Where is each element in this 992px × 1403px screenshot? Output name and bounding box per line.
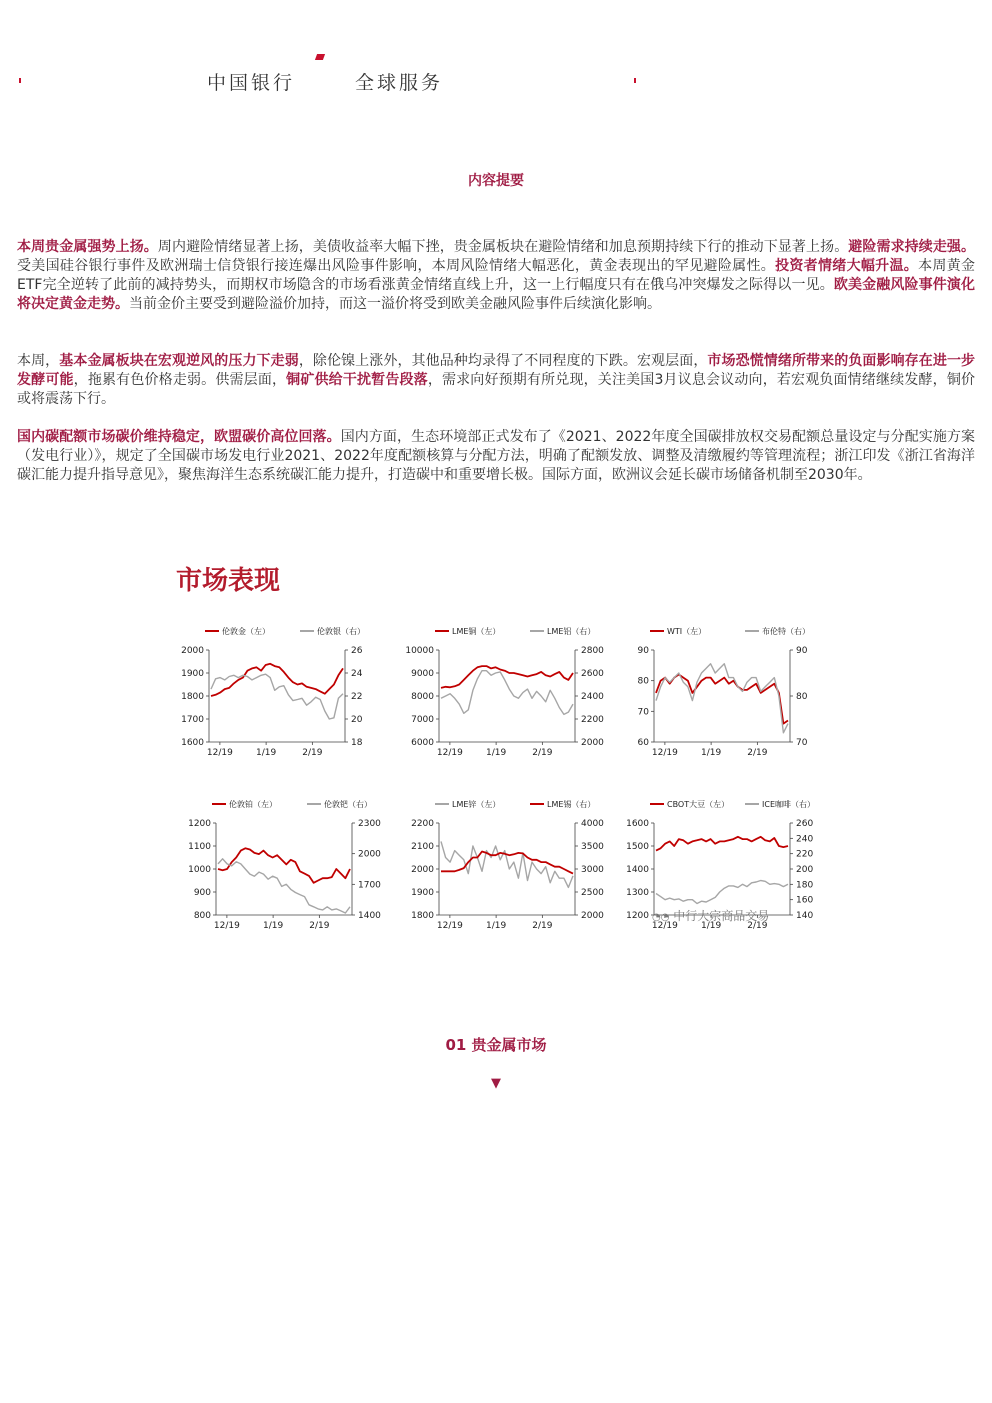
x-tick-label: 1/19 — [701, 921, 722, 931]
body-text: 受美国硅谷银行事件及欧洲瑞士信贷银行接连爆出风险事件影响，本周风险情绪大幅恶化，黄金表现出的罕见避险属性。 — [17, 258, 776, 274]
x-tick-label: 1/19 — [486, 748, 507, 758]
x-tick-label: 2/19 — [302, 748, 323, 758]
chart-svg — [173, 620, 378, 765]
y-left-tick-label: 900 — [193, 888, 211, 898]
y-left-tick-label: 2000 — [411, 865, 434, 875]
highlight-text: 投资者情绪大幅升温。 — [775, 258, 919, 274]
x-tick-label: 12/19 — [213, 921, 240, 931]
y-right-tick-label: 2000 — [358, 849, 381, 860]
y-left-tick-label: 80 — [637, 676, 649, 687]
y-right-tick-label: 2000 — [581, 738, 604, 748]
y-left-tick-label: 1900 — [411, 888, 434, 898]
y-left-tick-label: 10000 — [405, 646, 434, 656]
y-right-tick-label: 90 — [796, 646, 808, 656]
summary-paragraph — [17, 352, 975, 409]
y-left-tick-label: 1200 — [188, 819, 211, 829]
series-line — [656, 675, 788, 724]
x-tick-label: 12/19 — [436, 921, 463, 931]
series-line — [218, 859, 350, 913]
accent-mark — [634, 78, 636, 83]
y-left-tick-label: 9000 — [411, 669, 434, 679]
x-tick-label: 1/19 — [701, 748, 722, 758]
y-left-tick-label: 7000 — [411, 715, 434, 725]
series-line — [656, 881, 788, 904]
x-tick-label: 1/19 — [263, 921, 284, 931]
body-text: 周内避险情绪显著上扬，美债收益率大幅下挫，贵金属板块在避险情绪和加息预期持续下行的推动下显著上扬。 — [157, 239, 849, 255]
y-right-tick-label: 26 — [351, 646, 363, 656]
highlight-text: 欧美金融风险事件演化将决定黄金走势。 — [17, 277, 975, 312]
y-right-tick-label: 2300 — [358, 819, 381, 829]
series-line — [211, 674, 343, 719]
body-text: 本周黄金ETF完全逆转了此前的减持势头，而期权市场隐含的市场看涨黄金情绪直线上升，这一上行幅度只有在俄乌冲突爆发之际得以一见。 — [17, 258, 976, 293]
watermark — [652, 907, 769, 924]
y-left-tick-label: 800 — [193, 911, 211, 921]
y-right-tick-label: 22 — [351, 692, 363, 702]
series-line — [656, 837, 788, 851]
y-left-tick-label: 1100 — [188, 842, 211, 852]
y-right-tick-label: 260 — [796, 819, 814, 829]
y-left-tick-label: 70 — [637, 707, 649, 718]
y-right-tick-label: 20 — [351, 715, 363, 725]
x-tick-label: 12/19 — [436, 748, 463, 758]
highlight-text: 国内碳配额市场碳价维持稳定，欧盟碳价高位回落。 — [17, 429, 341, 445]
legend-label: CBOT大豆（左） — [667, 800, 730, 809]
y-right-tick-label: 180 — [796, 880, 814, 891]
chart-svg — [403, 620, 608, 765]
series-line — [211, 664, 343, 696]
x-tick-label: 2/19 — [747, 748, 768, 758]
y-left-tick-label: 2000 — [181, 646, 204, 656]
chart-axes — [216, 823, 352, 915]
y-left-tick-label: 2200 — [411, 819, 434, 829]
chart-svg — [618, 620, 823, 765]
y-left-tick-label: 1600 — [626, 819, 649, 829]
body-text: ，需求向好预期有所兑现，关注美国3月议息会议动向，若宏观负面情绪继续发酵，铜价或将震荡下行。 — [17, 372, 976, 407]
y-left-tick-label: 1000 — [188, 865, 211, 875]
legend-label: LME锡（右） — [547, 800, 596, 809]
y-right-tick-label: 220 — [796, 849, 814, 860]
y-right-tick-label: 3000 — [581, 865, 604, 875]
y-left-tick-label: 60 — [637, 738, 649, 748]
y-left-tick-label: 1500 — [626, 842, 649, 852]
arrow-down-icon: ▼ — [491, 1076, 501, 1091]
highlight-text: 基本金属板块在宏观逆风的压力下走弱 — [59, 353, 299, 369]
chart-zinc-tin — [403, 793, 608, 938]
header-banner — [0, 50, 992, 110]
legend-label: LME锌（左） — [452, 800, 501, 809]
highlight-text: 本周贵金属强势上扬。 — [17, 239, 158, 255]
series-line — [441, 841, 573, 887]
y-left-tick-label: 1800 — [411, 911, 434, 921]
x-tick-label: 1/19 — [486, 921, 507, 931]
legend-label: LME铜（左） — [452, 627, 501, 636]
x-tick-label: 2/19 — [309, 921, 330, 931]
y-left-tick-label: 90 — [637, 646, 649, 656]
legend-label: LME铝（右） — [547, 627, 596, 636]
highlight-text: 避险需求持续走强。 — [848, 239, 976, 255]
legend-label: 伦敦金（左） — [222, 627, 270, 636]
bank-name: 中国银行 — [207, 72, 296, 94]
y-left-tick-label: 1800 — [181, 692, 204, 702]
y-right-tick-label: 200 — [796, 865, 814, 875]
legend-label: 伦敦铂（左） — [229, 800, 277, 809]
body-text: ，除伦镍上涨外，其他品种均录得了不同程度的下跌。宏观层面， — [298, 353, 708, 369]
y-left-tick-label: 6000 — [411, 738, 434, 748]
x-tick-label: 1/19 — [256, 748, 277, 758]
series-line — [441, 671, 573, 715]
chart-axes — [654, 823, 790, 915]
x-tick-label: 2/19 — [532, 748, 553, 758]
series-line — [218, 848, 350, 883]
x-tick-label: 12/19 — [206, 748, 233, 758]
y-left-tick-label: 1400 — [626, 865, 649, 875]
y-right-tick-label: 4000 — [581, 819, 604, 829]
body-text: 本周， — [17, 353, 60, 369]
y-right-tick-label: 140 — [796, 911, 814, 921]
wechat-icon: ◔◔ — [652, 912, 670, 923]
y-right-tick-label: 2500 — [581, 888, 604, 898]
summary-paragraph — [17, 238, 975, 314]
y-right-tick-label: 160 — [796, 895, 814, 906]
chart-gold-silver — [173, 620, 378, 765]
legend-label: 伦敦银（右） — [317, 627, 365, 636]
chart-axes — [209, 650, 345, 742]
chart-axes — [654, 650, 790, 742]
bank-slogan: 全球服务 — [355, 72, 444, 94]
y-left-tick-label: 1600 — [181, 738, 204, 748]
x-tick-label: 2/19 — [532, 921, 553, 931]
y-right-tick-label: 3500 — [581, 842, 604, 852]
y-left-tick-label: 1700 — [181, 715, 204, 725]
y-right-tick-label: 240 — [796, 834, 814, 845]
x-tick-label: 12/19 — [651, 748, 678, 758]
body-text: ，拖累有色价格走弱。供需层面， — [73, 372, 287, 388]
summary-paragraph — [17, 428, 975, 485]
body-text: 当前金价主要受到避险溢价加持，而这一溢价将受到欧美金融风险事件后续演化影响。 — [129, 296, 661, 312]
market-section-title: 市场表现 — [176, 566, 281, 596]
y-right-tick-label: 2000 — [581, 911, 604, 921]
y-right-tick-label: 2400 — [581, 692, 604, 702]
accent-mark — [19, 78, 21, 83]
y-left-tick-label: 1200 — [626, 911, 649, 921]
y-left-tick-label: 8000 — [411, 692, 434, 702]
y-right-tick-label: 70 — [796, 738, 808, 748]
legend-label: ICE咖啡（右） — [762, 800, 815, 809]
y-right-tick-label: 80 — [796, 692, 808, 702]
highlight-text: 铜矿供给干扰暂告段落 — [286, 372, 428, 388]
y-right-tick-label: 24 — [351, 669, 363, 679]
chart-axes — [439, 650, 575, 742]
chart-copper-aluminum — [403, 620, 608, 765]
y-right-tick-label: 2200 — [581, 715, 604, 725]
y-right-tick-label: 2600 — [581, 669, 604, 679]
summary-title: 内容提要 — [468, 173, 524, 189]
chart-svg — [403, 793, 608, 938]
y-left-tick-label: 2100 — [411, 842, 434, 852]
section-subtitle: 01 贵金属市场 — [445, 1036, 547, 1054]
y-left-tick-label: 1300 — [626, 888, 649, 898]
series-line — [656, 664, 788, 733]
y-right-tick-label: 18 — [351, 738, 363, 748]
accent-mark — [315, 54, 325, 60]
body-text: 国内方面，生态环境部正式发布了《2021、2022年度全国碳排放权交易配额总量设定与分配实施方案（发电行业）》，规定了全国碳市场发电行业2021、2022年度配额核算与分配方法，明确了配额发放、调整及清缴履约等管理流程；浙江印发《浙江省海洋碳汇能力提升指导意见》，聚焦海洋生态系统碳汇能力提升，打造碳中和重要增长极。国际方面，欧洲议会延长碳市场储备机制至2030年。 — [17, 429, 975, 483]
legend-label: 布伦特（右） — [762, 627, 810, 636]
x-tick-label: 2/19 — [747, 921, 768, 931]
chart-platinum-palladium — [180, 793, 385, 938]
chart-wti-brent — [618, 620, 823, 765]
y-right-tick-label: 1400 — [358, 911, 381, 921]
x-tick-label: 12/19 — [651, 921, 678, 931]
watermark-text: 中行大宗商品交易 — [673, 909, 770, 923]
legend-label: WTI（左） — [667, 627, 707, 636]
y-right-tick-label: 2800 — [581, 646, 604, 656]
y-right-tick-label: 1700 — [358, 880, 381, 891]
chart-svg — [180, 793, 385, 938]
legend-label: 伦敦钯（右） — [324, 800, 372, 809]
highlight-text: 市场恐慌情绪所带来的负面影响存在进一步发酵可能 — [17, 353, 976, 388]
y-left-tick-label: 1900 — [181, 669, 204, 679]
